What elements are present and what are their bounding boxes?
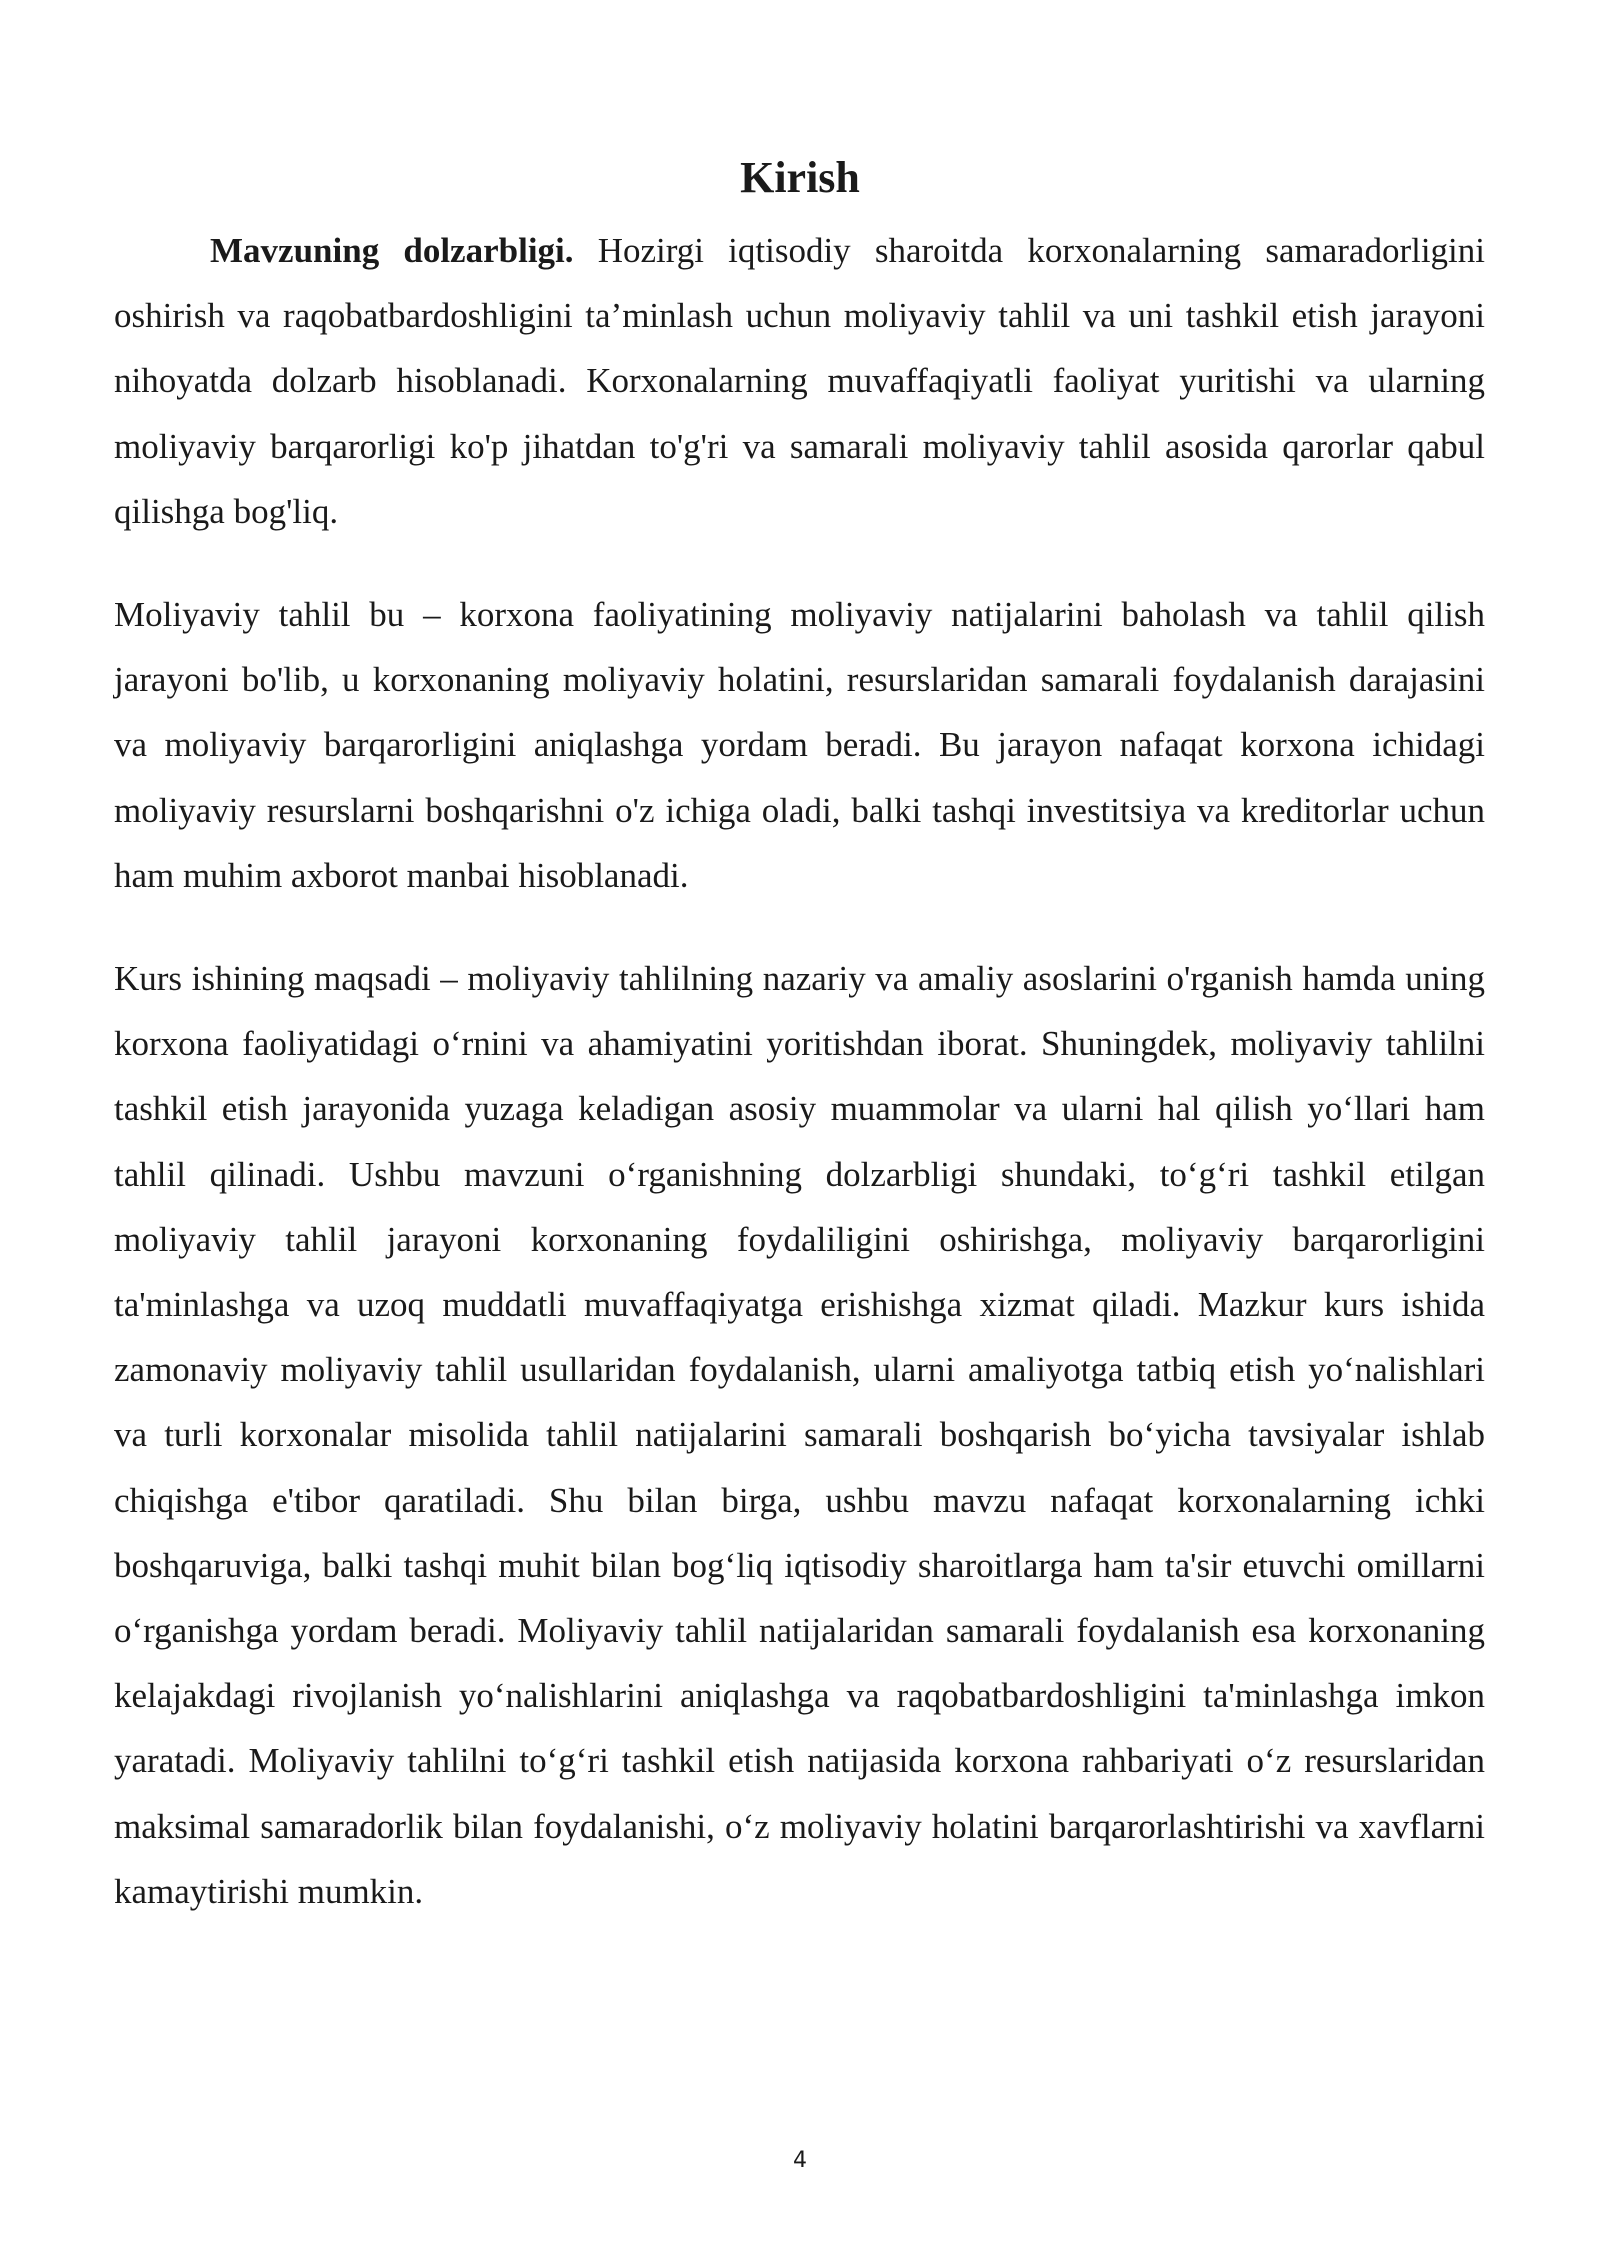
paragraph-lead: Mavzuning dolzarbligi.	[210, 231, 574, 270]
page-number: 4	[793, 2148, 807, 2173]
body-text	[114, 218, 1485, 1962]
paragraph-relevance	[114, 218, 1485, 544]
page-title: Kirish	[740, 153, 860, 202]
paragraph-definition: Moliyaviy tahlil bu – korxona faoliyatining moliyaviy natijalarini baholash va tahlil qilish jarayoni bo'lib, u korxonaning moliyaviy holatini, resurslaridan samarali foydalanish darajasini va moliyaviy barqarorligini aniqlashga yordam beradi. Bu jarayon nafaqat korxona ichidagi moliyaviy resurslarni boshqarishni o'z ichiga oladi, balki tashqi investitsiya va kreditorlar uchun ham muhim axborot manbai hisoblanadi.	[114, 595, 1485, 895]
paragraph-goal: Kurs ishining maqsadi – moliyaviy tahlilning nazariy va amaliy asoslarini o'rganish hamda uning korxona faoliyatidagi o‘rnini va ahamiyatini yoritishdan iborat. Shuningdek, moliyaviy tahlilni tashkil etish jarayonida yuzaga keladigan asosiy muammolar va ularni hal qilish yo‘llari ham tahlil qilinadi. Ushbu mavzuni o‘rganishning dolzarbligi shundaki, to‘g‘ri tashkil etilgan moliyaviy tahlil jarayoni korxonaning foydaliligini oshirishga, moliyaviy barqarorligini ta'minlashga va uzoq muddatli muvaffaqiyatga erishishga xizmat qiladi. Mazkur kurs ishida zamonaviy moliyaviy tahlil usullaridan foydalanish, ularni amaliyotga tatbiq etish yo‘nalishlari va turli korxonalar misolida tahlil natijalarini samarali boshqarish bo‘yicha tavsiyalar ishlab chiqishga e'tibor qaratiladi. Shu bilan birga, ushbu mavzu nafaqat korxonalarning ichki boshqaruviga, balki tashqi muhit bilan bog‘liq iqtisodiy sharoitlarga ham ta'sir etuvchi omillarni o‘rganishga yordam beradi. Moliyaviy tahlil natijalaridan samarali foydalanish esa korxonaning kelajakdagi rivojlanish yo‘nalishlarini aniqlashga va raqobatbardoshligini ta'minlashga imkon yaratadi. Moliyaviy tahlilni to‘g‘ri tashkil etish natijasida korxona rahbariyati o‘z resurslaridan maksimal samaradorlik bilan foydalanishi, o‘z moliyaviy holatini barqarorlashtirishi va xavflarni kamaytirishi mumkin.	[114, 959, 1485, 1911]
paragraph-text: Hozirgi iqtisodiy sharoitda korxonalarning samaradorligini oshirish va raqobatbardoshligini ta’minlash uchun moliyaviy tahlil va uni tashkil etish jarayoni nihoyatda dolzarb hisoblanadi. Korxonalarning muvaffaqiyatli faoliyat yuritishi va ularning moliyaviy barqarorligi ko'p jihatdan to'g'ri va samarali moliyaviy tahlil asosida qarorlar qabul qilishga bog'liq.	[114, 231, 1485, 531]
